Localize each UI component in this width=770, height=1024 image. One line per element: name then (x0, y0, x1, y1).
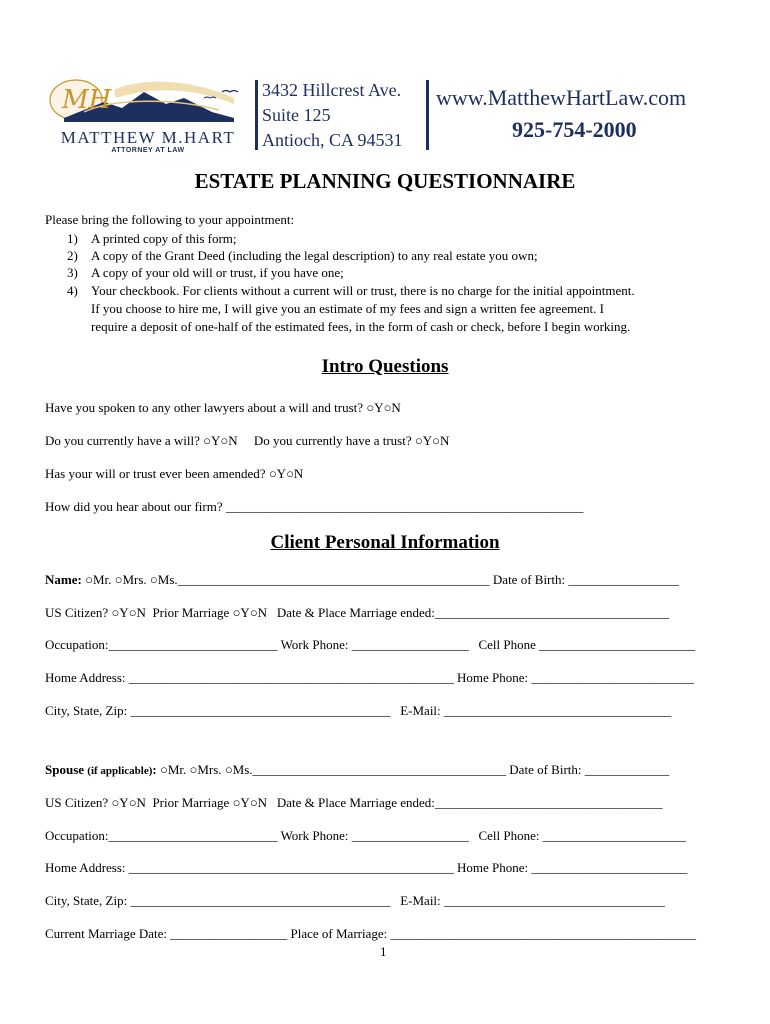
current-marriage-date-field[interactable]: __________________ (170, 926, 288, 941)
spouse-name-row: Spouse (if applicable): ○Mr. ○Mrs. ○Ms._______________________________________ Date of Birth: _____________ (45, 762, 670, 777)
spouse-marriage-row (45, 926, 696, 942)
marriage-ended-field[interactable]: ___________________________________ (434, 795, 663, 810)
dob-label: Date of Birth: (509, 762, 582, 777)
radio-no[interactable]: ○N (432, 433, 450, 448)
client-occupation-row (45, 637, 695, 653)
radio-no[interactable]: ○N (249, 795, 268, 810)
section-heading-intro: Intro Questions (321, 356, 449, 377)
website-link[interactable]: www.MatthewHartLaw.com (436, 85, 687, 110)
list-item: Your checkbook. For clients without a current will or trust, there is no charge for the initial appointment. (91, 283, 635, 298)
radio-ms[interactable]: ○Ms. (149, 572, 178, 587)
radio-yes[interactable]: ○Y (203, 433, 221, 448)
home-address-label: Home Address: (45, 670, 126, 685)
radio-no[interactable]: ○N (249, 605, 268, 620)
city-state-zip-label: City, State, Zip: (45, 893, 128, 908)
list-item-continued: require a deposit of one-half of the estimated fees, in the form of cash or check, before I begin working. (91, 319, 631, 334)
question-row (45, 499, 583, 515)
cell-phone-field[interactable]: ______________________ (542, 828, 686, 843)
address-line-2: Suite 125 (262, 105, 331, 125)
work-phone-field[interactable]: __________________ (351, 637, 469, 652)
spouse-citizen-row (45, 795, 662, 811)
marriage-ended-field[interactable]: ____________________________________ (434, 605, 669, 620)
work-phone-label: Work Phone: (280, 828, 349, 843)
place-of-marriage-label: Place of Marriage: (290, 926, 388, 941)
question-text: Do you currently have a trust? (253, 433, 412, 448)
cell-phone-label: Cell Phone (478, 637, 536, 652)
radio-ms[interactable]: ○Ms. (224, 762, 253, 777)
spouse-address-row (45, 860, 687, 876)
radio-mr[interactable]: ○Mr. (85, 572, 112, 587)
list-item: A copy of your old will or trust, if you have one; (91, 265, 344, 280)
spouse-label: Spouse (45, 762, 85, 777)
dob-field[interactable]: _________________ (568, 572, 679, 587)
phone-number: 925-754-2000 (512, 117, 637, 142)
occupation-label: Occupation: (45, 828, 109, 843)
divider-right (426, 80, 429, 150)
spouse-occupation-row (45, 828, 686, 844)
city-state-zip-field[interactable]: ________________________________________ (130, 893, 391, 908)
dob-field[interactable]: _____________ (584, 762, 670, 777)
current-marriage-date-label: Current Marriage Date: (45, 926, 168, 941)
radio-yes[interactable]: ○Y (232, 605, 250, 620)
question-text: Have you spoken to any other lawyers about a will and trust? (45, 400, 364, 415)
list-number: 2) (67, 248, 78, 263)
firm-name: MATTHEW M.HART (60, 128, 236, 147)
spouse-city-row (45, 893, 665, 909)
page-number: 1 (380, 944, 387, 959)
dob-label: Date of Birth: (492, 572, 566, 587)
radio-no[interactable]: ○N (128, 605, 146, 620)
home-phone-field[interactable]: ________________________ (531, 860, 688, 875)
occupation-field[interactable]: __________________________ (108, 828, 278, 843)
work-phone-label: Work Phone: (280, 637, 349, 652)
email-label: E-Mail: (400, 703, 441, 718)
radio-yes[interactable]: ○Y (232, 795, 250, 810)
question-row (45, 466, 303, 482)
work-phone-field[interactable]: __________________ (351, 828, 469, 843)
radio-no[interactable]: ○N (286, 466, 304, 481)
spouse-applicable: (if applicable) (87, 765, 153, 777)
cell-phone-label: Cell Phone: (478, 828, 540, 843)
radio-yes[interactable]: ○Y (111, 795, 129, 810)
list-number: 1) (67, 231, 78, 246)
us-citizen-label: US Citizen? (45, 795, 109, 810)
home-address-field[interactable]: __________________________________________________ (128, 670, 454, 685)
radio-yes[interactable]: ○Y (366, 400, 384, 415)
email-field[interactable]: ___________________________________ (443, 703, 672, 718)
list-number: 4) (67, 283, 78, 298)
spouse-name-field[interactable]: _______________________________________ (252, 762, 507, 777)
marriage-ended-label: Date & Place Marriage ended: (276, 605, 435, 620)
email-field[interactable]: __________________________________ (443, 893, 665, 908)
radio-mrs[interactable]: ○Mrs. (189, 762, 222, 777)
radio-yes[interactable]: ○Y (268, 466, 287, 481)
intro-text: Please bring the following to your appointment: (45, 212, 295, 227)
occupation-field[interactable]: __________________________ (108, 637, 278, 652)
logo-initials: MH (62, 85, 112, 115)
question-text: How did you hear about our firm? (45, 499, 223, 514)
address-line-3: Antioch, CA 94531 (262, 130, 403, 150)
marriage-ended-label: Date & Place Marriage ended: (276, 795, 435, 810)
answer-field[interactable]: _______________________________________________________ (225, 499, 584, 514)
page-title: ESTATE PLANNING QUESTIONNAIRE (194, 169, 576, 193)
question-row (45, 433, 449, 449)
prior-marriage-label: Prior Marriage (152, 795, 230, 810)
email-label: E-Mail: (400, 893, 441, 908)
address-line-1: 3432 Hillcrest Ave. (262, 80, 402, 100)
name-label: Name: (45, 572, 82, 587)
section-heading-client: Client Personal Information (270, 532, 500, 553)
client-address-row (45, 670, 694, 686)
city-state-zip-label: City, State, Zip: (45, 703, 128, 718)
occupation-label: Occupation: (45, 637, 109, 652)
radio-mr[interactable]: ○Mr. (159, 762, 187, 777)
home-address-field[interactable]: __________________________________________________ (128, 860, 454, 875)
firm-subtitle: ATTORNEY AT LAW (111, 147, 185, 154)
question-text: Do you currently have a will? (45, 433, 200, 448)
question-row (45, 400, 401, 416)
divider-left (255, 80, 258, 150)
home-address-label: Home Address: (45, 860, 126, 875)
home-phone-label: Home Phone: (457, 670, 529, 685)
client-city-row (45, 703, 671, 719)
us-citizen-label: US Citizen? (45, 605, 109, 620)
radio-yes[interactable]: ○Y (111, 605, 129, 620)
client-name-row (45, 572, 679, 588)
question-text: Has your will or trust ever been amended? (45, 466, 266, 481)
radio-yes[interactable]: ○Y (414, 433, 433, 448)
name-field[interactable]: ________________________________________________ (177, 572, 490, 587)
radio-no[interactable]: ○N (128, 795, 146, 810)
prior-marriage-label: Prior Marriage (152, 605, 230, 620)
home-phone-label: Home Phone: (457, 860, 529, 875)
place-of-marriage-field[interactable]: _______________________________________________ (390, 926, 696, 941)
home-phone-field[interactable]: _________________________ (531, 670, 694, 685)
radio-mrs[interactable]: ○Mrs. (114, 572, 147, 587)
radio-no[interactable]: ○N (220, 433, 238, 448)
city-state-zip-field[interactable]: ________________________________________ (130, 703, 391, 718)
list-item-continued: If you choose to hire me, I will give you an estimate of my fees and sign a written fee agreement. I (91, 301, 604, 316)
list-number: 3) (67, 265, 78, 280)
cell-phone-field[interactable]: ________________________ (539, 637, 696, 652)
list-item: A copy of the Grant Deed (including the legal description) to any real estate you own; (91, 248, 538, 263)
client-citizen-row (45, 605, 669, 621)
list-item: A printed copy of this form; (91, 231, 237, 246)
radio-no[interactable]: ○N (383, 400, 401, 415)
